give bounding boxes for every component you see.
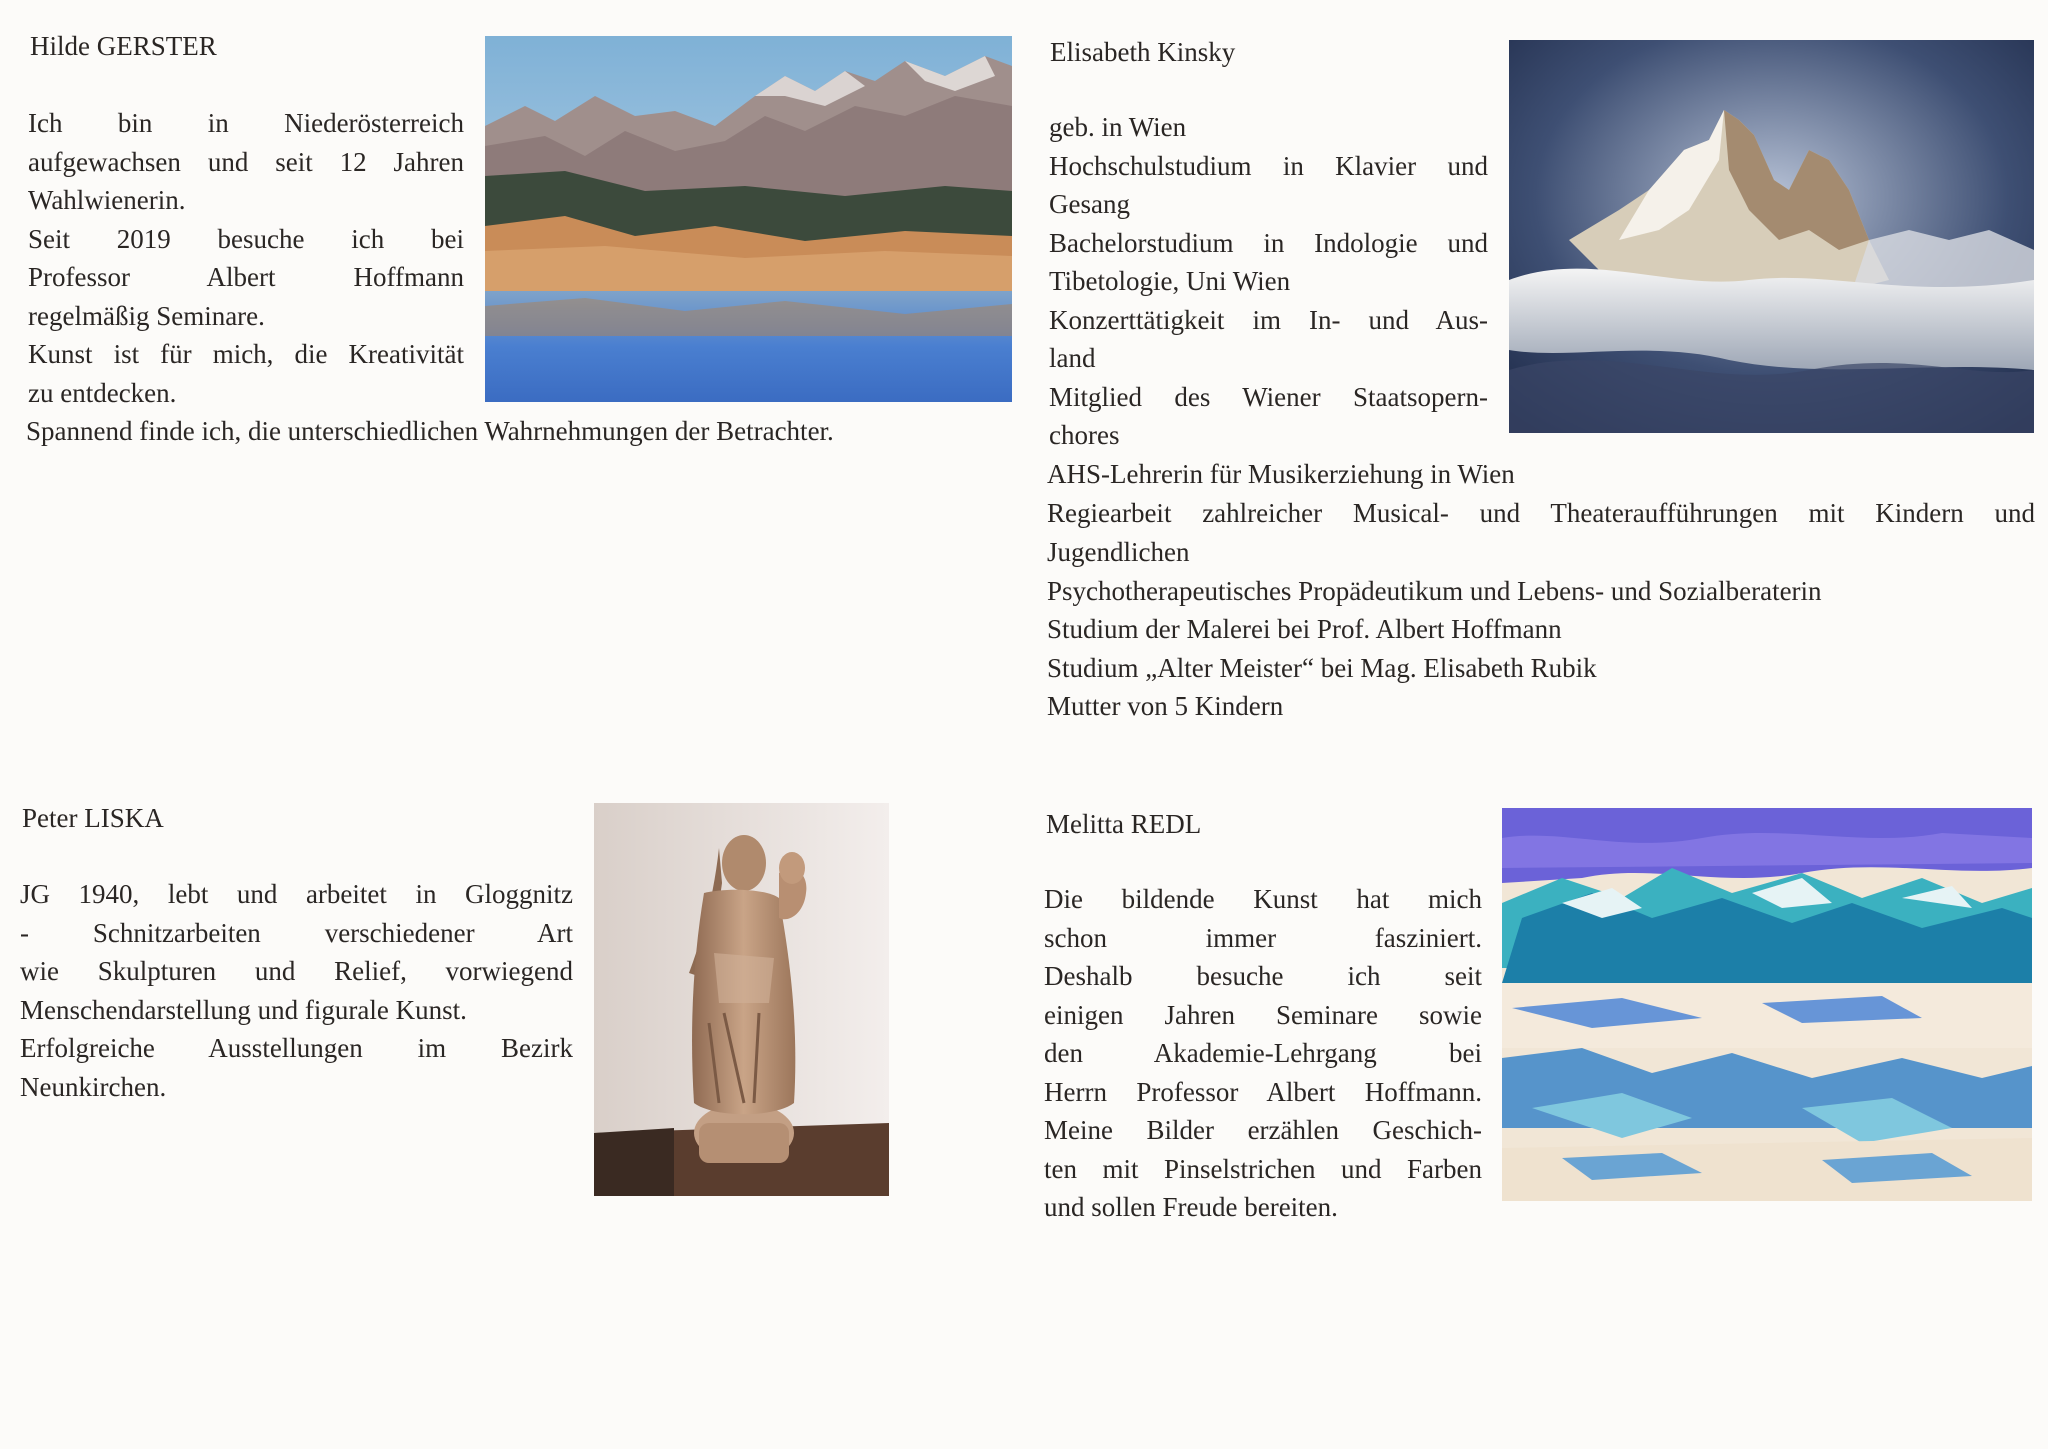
bio-line: Jugendlichen (1047, 537, 1190, 567)
bio-line: Hochschulstudium in Klavier und (1049, 150, 1488, 181)
bio-line: Regiearbeit zahlreicher Musical- und Theateraufführungen mit Kindern und (1047, 498, 2035, 528)
artist-name-gerster: Hilde GERSTER (30, 31, 217, 61)
bio-line: Psychotherapeutisches Propädeutikum und Lebens- und Sozialberaterin (1047, 575, 1822, 606)
artist-bio-redl (1044, 880, 1482, 1227)
bio-line: Bachelorstudium in Indologie und (1049, 227, 1488, 258)
bio-line: Meine Bilder erzählen Geschich- (1044, 1115, 1482, 1145)
bio-line: Herrn Professor Albert Hoffmann. (1044, 1076, 1482, 1107)
artist-name-redl: Melitta REDL (1046, 809, 1202, 839)
artist-bio-liska (20, 875, 573, 1106)
abstract-blue-landscape-painting (1502, 808, 2032, 1201)
artist-bio-gerster-closing (26, 412, 834, 451)
bio-line: Studium „Alter Meister“ bei Mag. Elisabeth Rubik (1047, 652, 1597, 683)
snowy-peak-painting (1509, 40, 2034, 433)
bio-line: regelmäßig Seminare. (28, 300, 265, 331)
artist-name-liska: Peter LISKA (22, 803, 164, 833)
artist-bio-kinsky-end (1047, 533, 1822, 726)
bio-line: Ich bin in Niederösterreich (28, 108, 464, 138)
bio-line: wie Skulpturen und Relief, vorwiegend (20, 956, 573, 986)
artist-name-kinsky: Elisabeth Kinsky (1050, 37, 1236, 67)
bio-line: Neunkirchen. (20, 1071, 167, 1102)
bio-line: Mutter von 5 Kindern (1047, 691, 1284, 721)
artist-bio-kinsky-bottom (1047, 455, 1515, 494)
bio-line: Die bildende Kunst hat mich (1044, 884, 1482, 914)
bio-line: Professor Albert Hoffmann (28, 262, 464, 292)
bio-line: - Schnitzarbeiten verschiedener Art (20, 917, 573, 948)
bio-line: einigen Jahren Seminare sowie (1044, 999, 1482, 1030)
artist-bio-kinsky-wide (1047, 494, 2035, 533)
bio-line: Konzerttätigkeit im In- und Aus- (1049, 304, 1488, 335)
bio-line: chores (1049, 420, 1120, 450)
bio-line: Kunst ist für mich, die Kreativität (28, 339, 464, 369)
bio-line: Menschendarstellung und figurale Kunst. (20, 994, 467, 1025)
bio-line: zu entdecken. (28, 377, 177, 408)
bio-line: schon immer fasziniert. (1044, 922, 1482, 953)
madonna-wood-sculpture (594, 803, 889, 1196)
artist-bio-gerster (28, 104, 464, 412)
bio-line: aufgewachsen und seit 12 Jahren (28, 146, 464, 177)
bio-line: Erfolgreiche Ausstellungen im Bezirk (20, 1033, 573, 1063)
bio-line: Mitglied des Wiener Staatsopern- (1049, 381, 1488, 412)
bio-line: JG 1940, lebt und arbeitet in Gloggnitz (20, 879, 573, 909)
artist-bio-kinsky-top (1049, 108, 1488, 455)
bio-line: Spannend finde ich, die unterschiedlichen Wahrnehmungen der Betrachter. (26, 416, 834, 446)
bio-line: den Akademie-Lehrgang bei (1044, 1038, 1482, 1068)
bio-line: AHS-Lehrerin für Musikerziehung in Wien (1047, 459, 1515, 489)
bio-line: Seit 2019 besuche ich bei (28, 223, 464, 254)
bio-line: land (1049, 343, 1096, 373)
bio-line: ten mit Pinselstrichen und Farben (1044, 1153, 1482, 1184)
bio-line: Tibetologie, Uni Wien (1049, 266, 1291, 296)
bio-line: Wahlwienerin. (28, 185, 186, 215)
bio-line: geb. in Wien (1049, 112, 1187, 142)
bio-line: Deshalb besuche ich seit (1044, 961, 1482, 991)
mountain-lake-painting (485, 36, 1012, 402)
bio-line: und sollen Freude bereiten. (1044, 1192, 1338, 1222)
bio-line: Gesang (1049, 189, 1130, 219)
bio-line: Studium der Malerei bei Prof. Albert Hoffmann (1047, 614, 1562, 644)
